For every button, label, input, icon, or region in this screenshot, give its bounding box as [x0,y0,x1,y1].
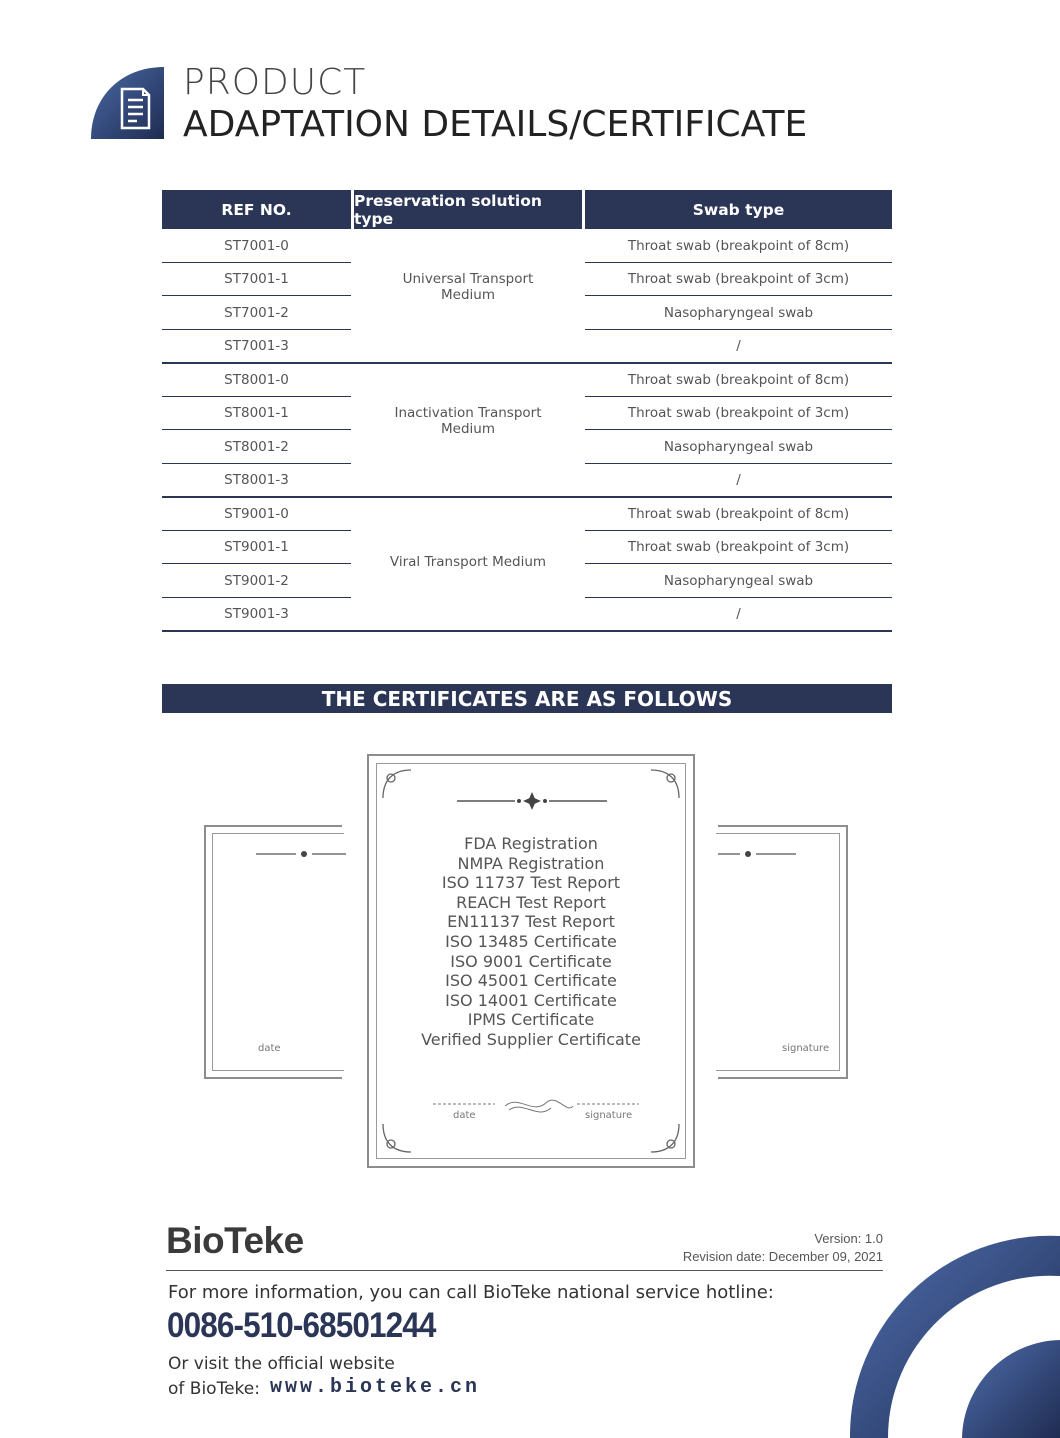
certificate-frame-main [367,754,695,1168]
swab-type-cell: / [736,338,741,355]
page-title-line1: PRODUCT [183,62,367,103]
header-swab-type: Swab type [585,190,892,229]
date-label: date [453,1110,476,1121]
preservation-solution-cell: Inactivation Transport Medium [394,405,542,437]
certificate-item: REACH Test Report [456,892,606,912]
ref-no-cell: ST8001-1 [224,405,289,422]
certificate-item: ISO 14001 Certificate [445,990,617,1010]
certificate-item: IPMS Certificate [467,1010,595,1030]
ref-no-cell: ST9001-2 [224,572,289,589]
swab-type-cell: Throat swab (breakpoint of 8cm) [627,505,850,522]
ornament-icon [718,847,798,861]
page-title-line2: ADAPTATION DETAILS/CERTIFICATE [183,104,808,145]
brand-logo-text: BioTeke [166,1220,304,1261]
decorative-arcs-icon [850,1228,1060,1438]
certificate-item: ISO 45001 Certificate [445,971,617,991]
certificate-item: NMPA Registration [457,853,605,873]
ref-no-cell: ST9001-0 [224,505,289,522]
website-link[interactable]: www.bioteke.cn [270,1376,481,1399]
swab-type-cell: Throat swab (breakpoint of 3cm) [627,271,850,288]
corner-flourish-icon [647,766,683,802]
ref-no-cell: ST7001-3 [224,338,289,355]
certificate-item: ISO 13485 Certificate [445,931,617,951]
swab-type-cell: Throat swab (breakpoint of 3cm) [627,539,850,556]
certificate-list [369,834,693,1050]
corner-flourish-icon [379,1120,415,1156]
ornament-icon [457,790,607,812]
certificate-item: ISO 9001 Certificate [450,951,612,971]
swab-type-cell: Nasopharyngeal swab [663,438,814,455]
certificate-item: Verified Supplier Certificate [421,1029,641,1049]
date-label: date [258,1043,281,1054]
swab-type-cell: Throat swab (breakpoint of 3cm) [627,405,850,422]
ref-no-cell: ST8001-2 [224,438,289,455]
certificate-item: ISO 11737 Test Report [441,873,621,893]
footer-divider [166,1270,883,1271]
ref-no-cell: ST8001-0 [224,371,289,388]
revision-date: Revision date: December 09, 2021 [682,1249,883,1264]
certificate-frame-left [204,825,342,1079]
ref-no-cell: ST9001-1 [224,539,289,556]
swab-type-cell: Nasopharyngeal swab [663,572,814,589]
version-text: Version: 1.0 [814,1231,883,1246]
swab-type-cell: Nasopharyngeal swab [663,304,814,321]
visit-text-line2: of BioTeke: [168,1379,260,1399]
group-divider [162,630,892,632]
swab-type-cell: Throat swab (breakpoint of 8cm) [627,371,850,388]
corner-flourish-icon [647,1120,683,1156]
certificate-item: FDA Registration [464,834,598,853]
swab-type-cell: / [736,606,741,623]
swab-type-cell: / [736,472,741,489]
ornament-icon [256,847,346,861]
certificates-banner: THE CERTIFICATES ARE AS FOLLOWS [162,684,892,713]
ref-no-cell: ST8001-3 [224,472,289,489]
visit-text-line1: Or visit the official website [168,1354,395,1374]
certificate-frame-right [718,825,848,1079]
signature-label: signature [782,1043,830,1054]
corner-flourish-icon [379,766,415,802]
document-icon [91,67,164,139]
certificate-item: EN11137 Test Report [447,912,615,932]
ref-no-cell: ST7001-1 [224,271,289,288]
swab-type-cell: Throat swab (breakpoint of 8cm) [627,237,850,254]
header-preservation-solution: Preservation solution type [354,190,582,229]
header-ref-no: REF NO. [162,190,351,229]
preservation-solution-cell: Universal Transport Medium [402,271,534,303]
signature-label: signature [585,1110,633,1121]
preservation-solution-cell: Viral Transport Medium [389,554,547,570]
hotline-text: For more information, you can call BioTeke national service hotline: [168,1282,774,1303]
ref-no-cell: ST9001-3 [224,606,289,623]
ref-no-cell: ST7001-0 [224,237,289,254]
ref-no-cell: ST7001-2 [224,304,289,321]
hotline-number[interactable]: 0086-510-68501244 [167,1306,436,1345]
